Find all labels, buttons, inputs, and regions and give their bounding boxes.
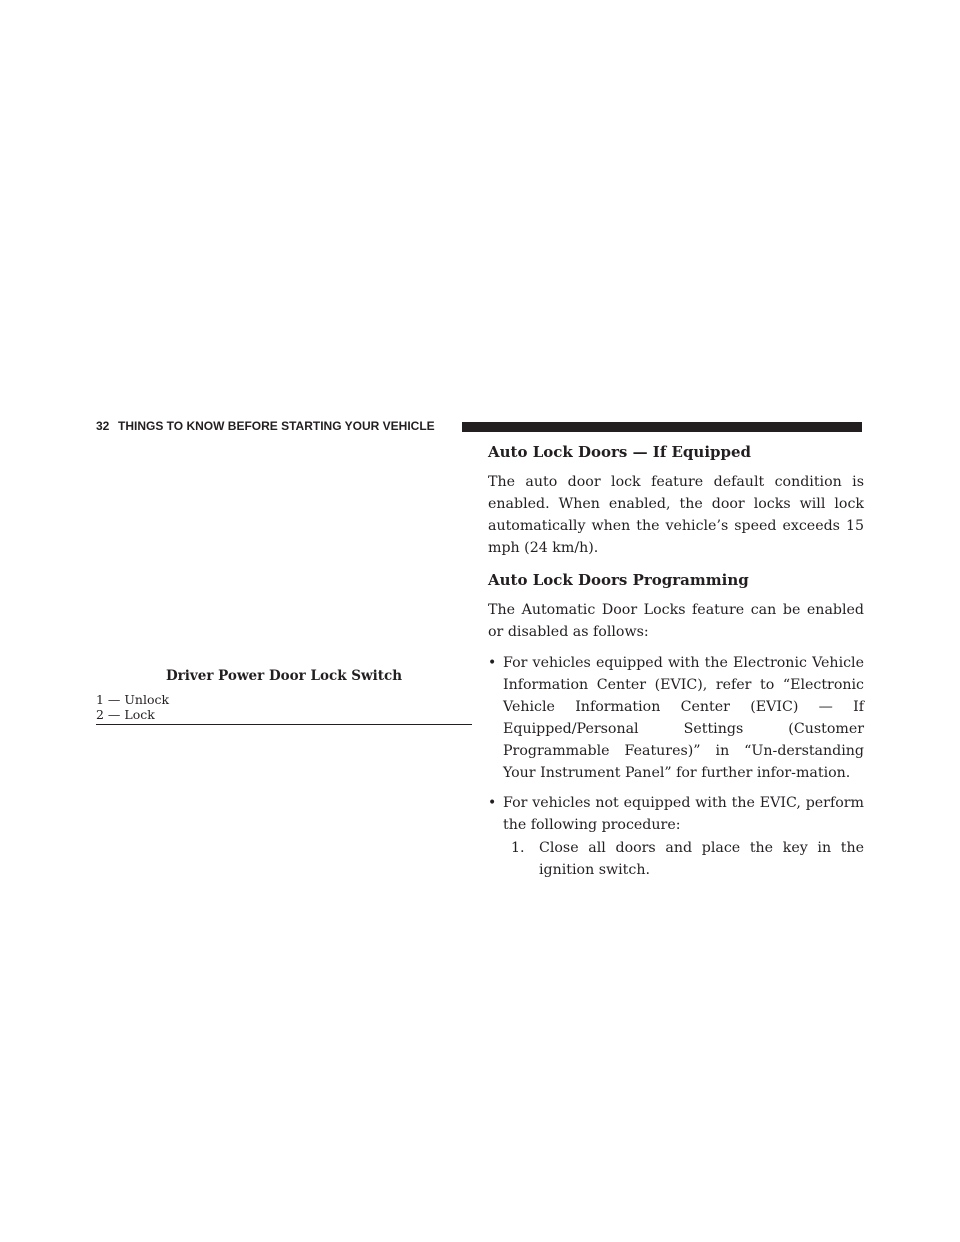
bullet-text-evic: For vehicles equipped with the Electronic Vehicle Information Center (EVIC), refer to “Electronic Vehicle Information Center (EVIC) — If Equipped/Personal Settings (Customer Programmable Features)” in “Un-derstanding Your Instrument Panel” for further infor-mation. bbox=[503, 655, 864, 781]
legend-item-lock: 2 — Lock bbox=[96, 707, 155, 722]
step-item-1 bbox=[503, 837, 864, 881]
paragraph-programming: The Automatic Door Locks feature can be enabled or disabled as follows: bbox=[488, 602, 864, 640]
figure-legend bbox=[96, 692, 472, 722]
bullet-item-no-evic bbox=[488, 792, 864, 881]
legend-item-unlock: 1 — Unlock bbox=[96, 692, 170, 707]
step-number: 1. bbox=[511, 840, 525, 856]
heading-auto-lock-programming: Auto Lock Doors Programming bbox=[488, 571, 749, 589]
page-number: 32 bbox=[96, 419, 110, 433]
bullet-icon: • bbox=[488, 655, 497, 671]
figure-image-area bbox=[96, 440, 472, 660]
text-column bbox=[488, 441, 864, 889]
section-title: THINGS TO KNOW BEFORE STARTING YOUR VEHICLE bbox=[118, 419, 435, 433]
bullet-text-no-evic: For vehicles not equipped with the EVIC, perform the following procedure: bbox=[503, 795, 864, 833]
heading-auto-lock-doors: Auto Lock Doors — If Equipped bbox=[488, 443, 752, 461]
figure-caption: Driver Power Door Lock Switch bbox=[165, 668, 403, 684]
paragraph-auto-lock: The auto door lock feature default condition is enabled. When enabled, the door locks will lock automatically when the vehicle’s speed exceeds 15 mph (24 km/h). bbox=[488, 474, 864, 556]
bullet-item-evic bbox=[488, 652, 864, 784]
legend-rule bbox=[96, 724, 472, 725]
bullet-icon: • bbox=[488, 795, 497, 811]
page-header bbox=[96, 418, 862, 434]
step-text: Close all doors and place the key in the ignition switch. bbox=[539, 840, 864, 878]
header-bar bbox=[462, 422, 862, 432]
